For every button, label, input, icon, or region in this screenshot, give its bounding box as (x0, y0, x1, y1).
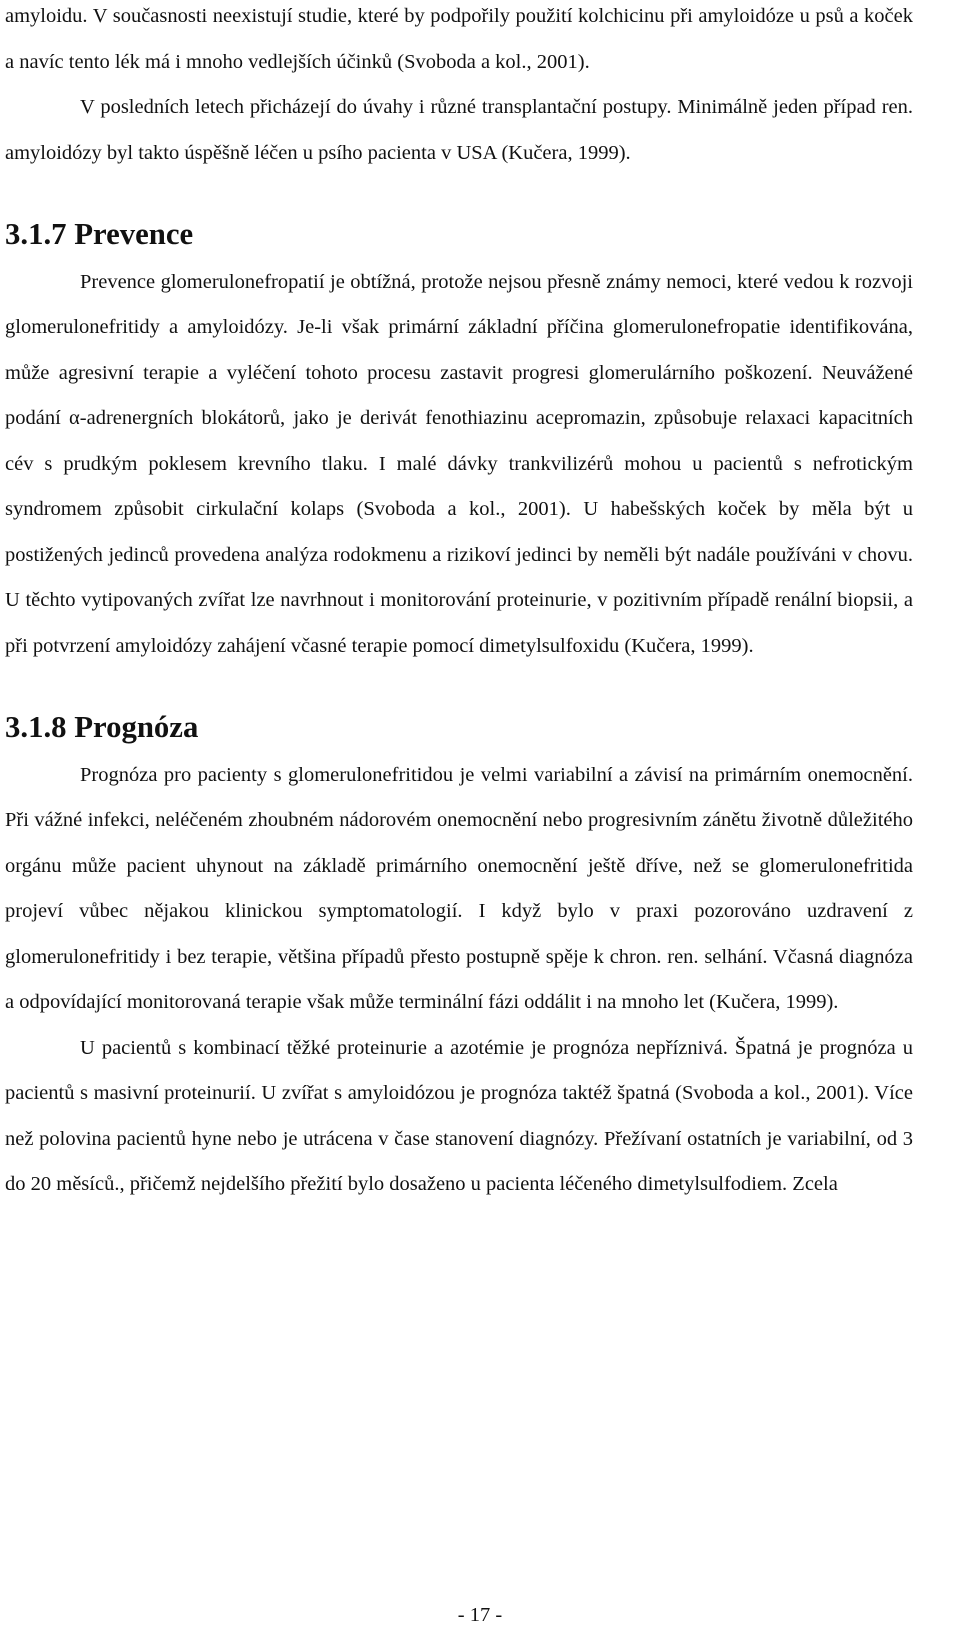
page-number: - 17 - (457, 1604, 503, 1626)
paragraph-continued: amyloidu. V současnosti neexistují studie, které by podpořily použití kolchicinu při amyloidóze u psů a koček a navíc tento lék má i mnoho vedlejších účinků (Svoboda a kol., 2001). (5, 5, 913, 73)
section-heading-prognoza: 3.1.8 Prognóza (5, 710, 199, 744)
paragraph-prognoza-2: U pacientů s kombinací těžké proteinurie a azotémie je prognóza nepříznivá. Špatná je prognóza u pacientů s masivní proteinurií. U zvířat s amyloidózou je prognóza taktéž špatná (Svoboda a kol., 2001). Více než polovina pacientů hyne nebo je utrácena v čase stanovení diagnózy. Přežívaní ostatních je variabilní, od 3 do 20 měsíců., přičemž nejdelšího přežití bylo dosaženo u pacienta léčeného dimetylsulfodiem. Zcela (5, 1036, 913, 1195)
paragraph-transplantation: V posledních letech přicházejí do úvahy i různé transplantační postupy. Minimálně jeden případ ren. amyloidózy byl takto úspěšně léčen u psího pacienta v USA (Kučera, 1999). (5, 96, 913, 164)
page-content (5, 0, 913, 1208)
paragraph-prognoza-1: Prognóza pro pacienty s glomerulonefritidou je velmi variabilní a závisí na primárním onemocnění. Při vážné infekci, neléčeném zhoubném nádorovém onemocnění nebo progresivním zánětu životně důležitého orgánu může pacient uhynout na základě primárního onemocnění ještě dříve, než se glomerulonefritida projeví vůbec nějakou klinickou symptomatologií. I když bylo v praxi pozorováno uzdravení z glomerulonefritidy i bez terapie, většina případů přesto postupně spěje k chron. ren. selhání. Včasná diagnóza a odpovídající monitorovaná terapie však může terminální fázi oddálit i na mnoho let (Kučera, 1999). (5, 763, 913, 1013)
paragraph-prevence: Prevence glomerulonefropatií je obtížná, protože nejsou přesně známy nemoci, které vedou k rozvoji glomerulonefritidy a amyloidózy. Je-li však primární základní příčina glomerulonefropatie identifikována, může agresivní terapie a vyléčení tohoto procesu zastavit progresi glomerulárního poškození. Neuvážené podání α-adrenergních blokátorů, jako je derivát fenothiazinu acepromazin, způsobuje relaxaci kapacitních cév s prudkým poklesem krevního tlaku. I malé dávky trankvilizérů mohou u pacientů s nefrotickým syndromem způsobit cirkulační kolaps (Svoboda a kol., 2001). U habešských koček by měla být u postižených jedinců provedena analýza rodokmenu a rizikoví jedinci by neměli být nadále používáni v chovu. U těchto vytipovaných zvířat lze navrhnout i monitorování proteinurie, v pozitivním případě renální biopsii, a při potvrzení amyloidózy zahájení včasné terapie pomocí dimetylsulfoxidu (Kučera, 1999). (5, 270, 913, 657)
section-heading-prevence: 3.1.7 Prevence (5, 217, 194, 251)
